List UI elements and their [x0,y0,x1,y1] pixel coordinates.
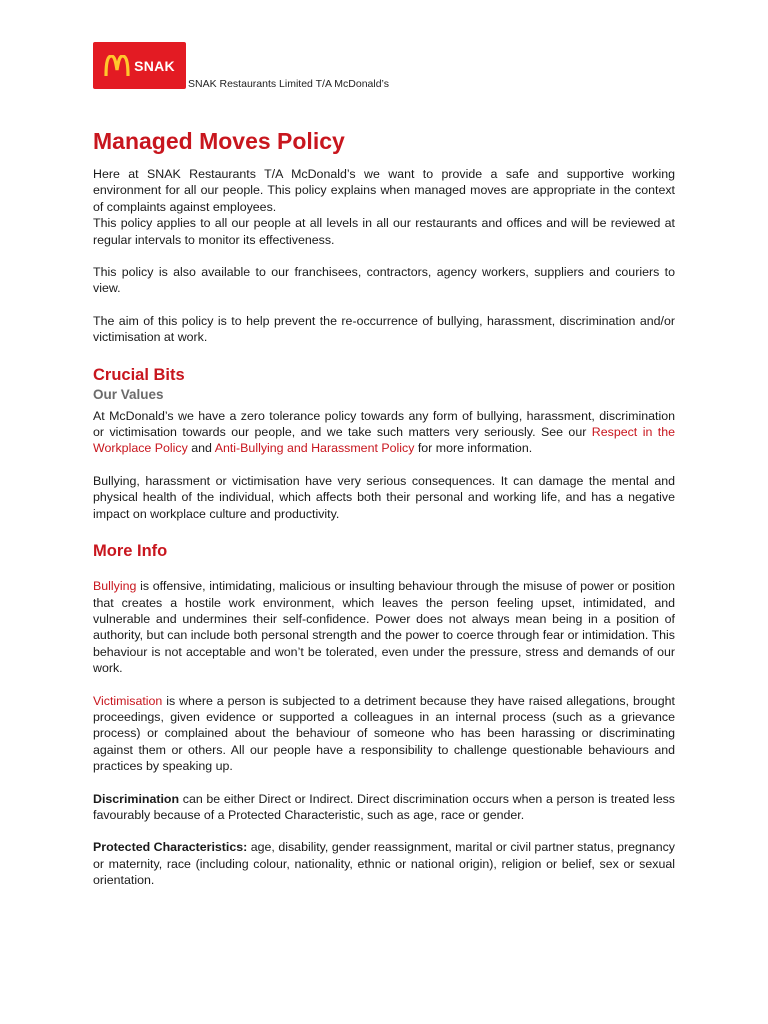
protected-characteristics-definition: Protected Characteristics: age, disability, gender reassignment, marital or civil partner status, pregnancy or maternity, race (including colour, nationality, ethnic or national origin), religion or belief, sex or sexual orientation. [93,840,675,888]
discrimination-definition: Discrimination can be either Direct or Indirect. Direct discrimination occurs when a person is treated less favourably because of a Protected Characteristic, such as age, race or gender. [93,791,675,822]
intro-paragraph-3: The aim of this policy is to help prevent the re-occurrence of bullying, harassment, discrimination and/or victimisation at work. [93,313,675,345]
intro-paragraph-2: This policy is also available to our franchisees, contractors, agency workers, suppliers and couriers to view. [93,265,675,296]
victimisation-definition: Victimisation is where a person is subjected to a detriment because they have raised allegations, brought proceedings, given evidence or supported a colleagues in an internal process (such as a grievance process) or complained about the behaviour of someone who has been harassing or discriminating against them or others. All our people have a responsibility to challenge questionable behaviours and practices by speaking up. [93,693,675,774]
company-name: SNAK Restaurants Limited T/A McDonald’s [188,78,389,90]
discrimination-term: Discrimination [93,791,180,806]
mcdonalds-logo [93,42,186,89]
victimisation-term: Victimisation [93,693,163,708]
document-header [93,42,389,89]
page-title: Managed Moves Policy [93,128,345,154]
values-paragraph: At McDonald’s we have a zero tolerance policy towards any form of bullying, harassment, discrimination or victimisation towards our people, and we take such matters very seriously. See our Respect in the Workplace Policy and Anti-Bullying and Harassment Policy for more information. [93,408,675,456]
respect-policy-link[interactable]: Respect in the Workplace Policy [93,425,675,456]
bullying-definition: Bullying is offensive, intimidating, malicious or insulting behaviour through the misuse of power or position that creates a hostile work environment, which leaves the person feeling upset, intimidated, and vulnerable and undermines their self-confidence. Power does not always mean being in a position of authority, but can include both personal strength and the power to coerce through fear or intimidation. This behaviour is not acceptable and won’t be tolerated, even under the pressure, stress and demands of our work. [93,579,675,676]
intro-paragraph-1: Here at SNAK Restaurants T/A McDonald’s we want to provide a safe and supportive working environment for all our people. This policy explains when managed moves are appropriate in the context of complaints against employees. This policy applies to all our people at all levels in all our restaurants and offices and will be reviewed at regular intervals to monitor its effectiveness. [93,167,675,247]
bullying-term: Bullying [93,579,137,594]
section-heading-crucial-bits: Crucial Bits [93,365,185,384]
anti-bullying-policy-link[interactable]: Anti-Bullying and Harassment Policy [214,441,415,456]
logo-text: SNAK [134,57,175,74]
protected-characteristics-term: Protected Characteristics: [93,840,248,855]
consequences-paragraph: Bullying, harassment or victimisation have very serious consequences. It can damage the mental and physical health of the individual, which affects both their personal and working life, and has a negative impact on workplace culture and productivity. [93,473,675,521]
subheading-our-values: Our Values [93,386,164,402]
document-body [93,126,675,889]
golden-arches-icon [104,55,130,77]
section-heading-more-info: More Info [93,542,168,561]
